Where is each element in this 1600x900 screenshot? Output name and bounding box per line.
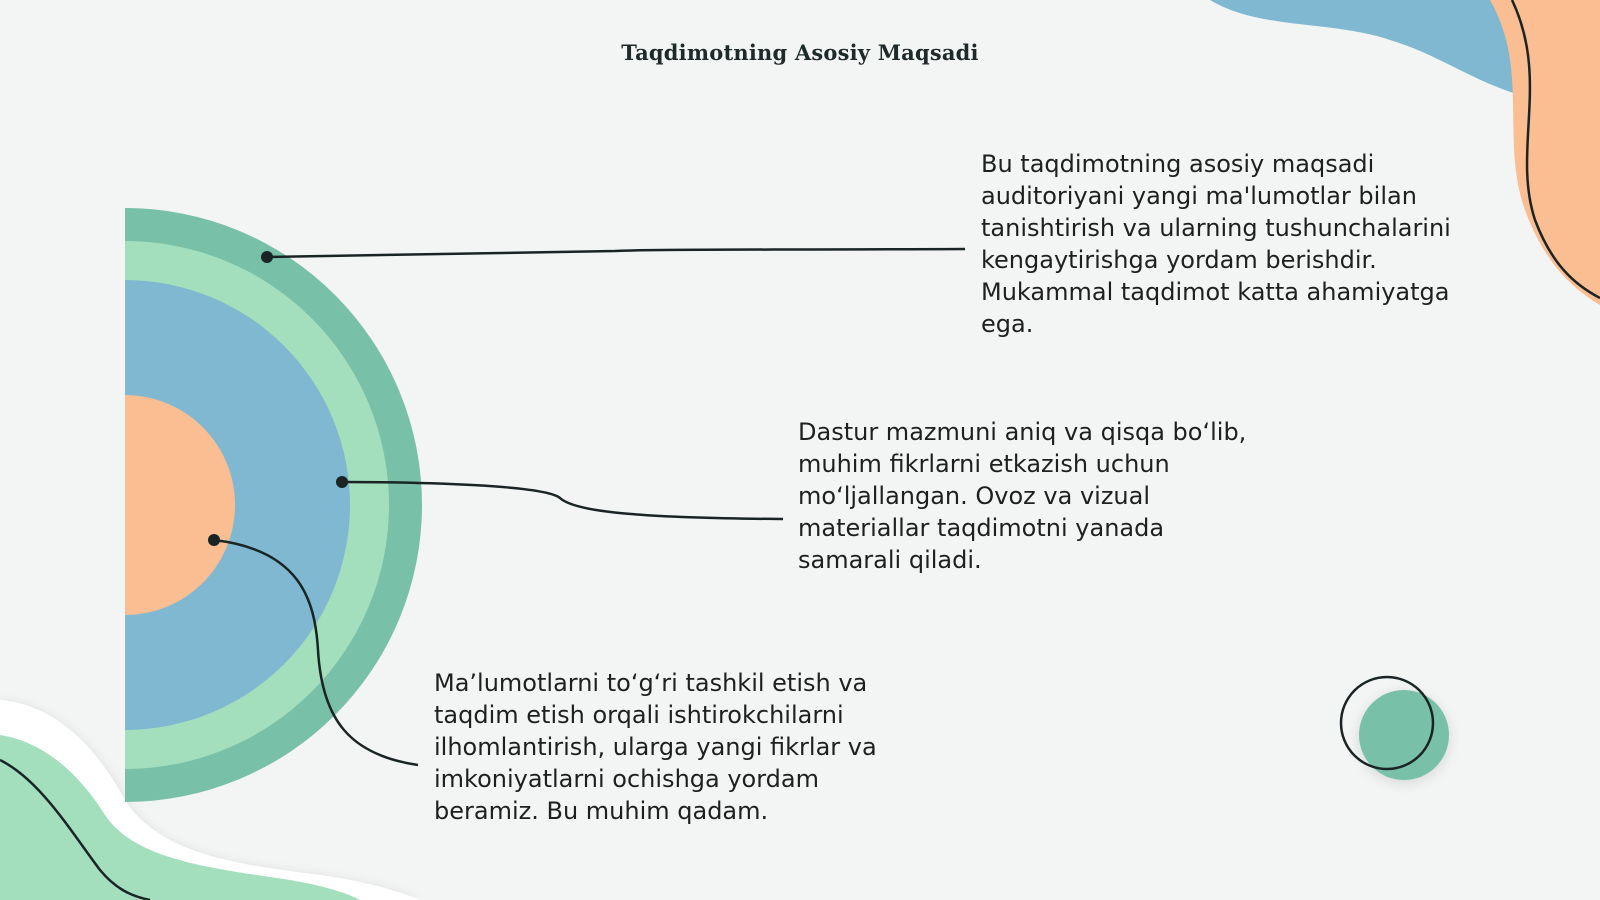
paragraph-2: Dastur mazmuni aniq va qisqa bo‘lib, muhim fikrlarni etkazish uchun mo‘ljallangan. Ovoz va vizual materiallar taqdimotni yanada samarali qiladi. <box>798 418 1247 574</box>
connector-dot-3 <box>208 534 220 546</box>
connector-dot-2 <box>336 476 348 488</box>
paragraph-3: Ma’lumotlarni to‘g‘ri tashkil etish va taqdim etish orqali ishtirokchilarni ilhomlantirish, ularga yangi fikrlar va imkoniyatlarni ochishga yordam beramiz. Bu muhim qadam. <box>434 669 877 825</box>
peach-disc <box>15 395 235 615</box>
slide-title: Taqdimotning Asosiy Maqsadi <box>621 40 979 65</box>
concentric-semicircles <box>0 208 422 802</box>
connector-dot-1 <box>261 251 273 263</box>
connector-line-1 <box>267 249 965 257</box>
paragraph-1: Bu taqdimotning asosiy maqsadi auditoriyani yangi ma'lumotlar bilan tanishtirish va ularning tushunchalarini kengaytirishga yordam berishdir. Mukammal taqdimot katta ahamiyatga ega. <box>981 150 1451 338</box>
